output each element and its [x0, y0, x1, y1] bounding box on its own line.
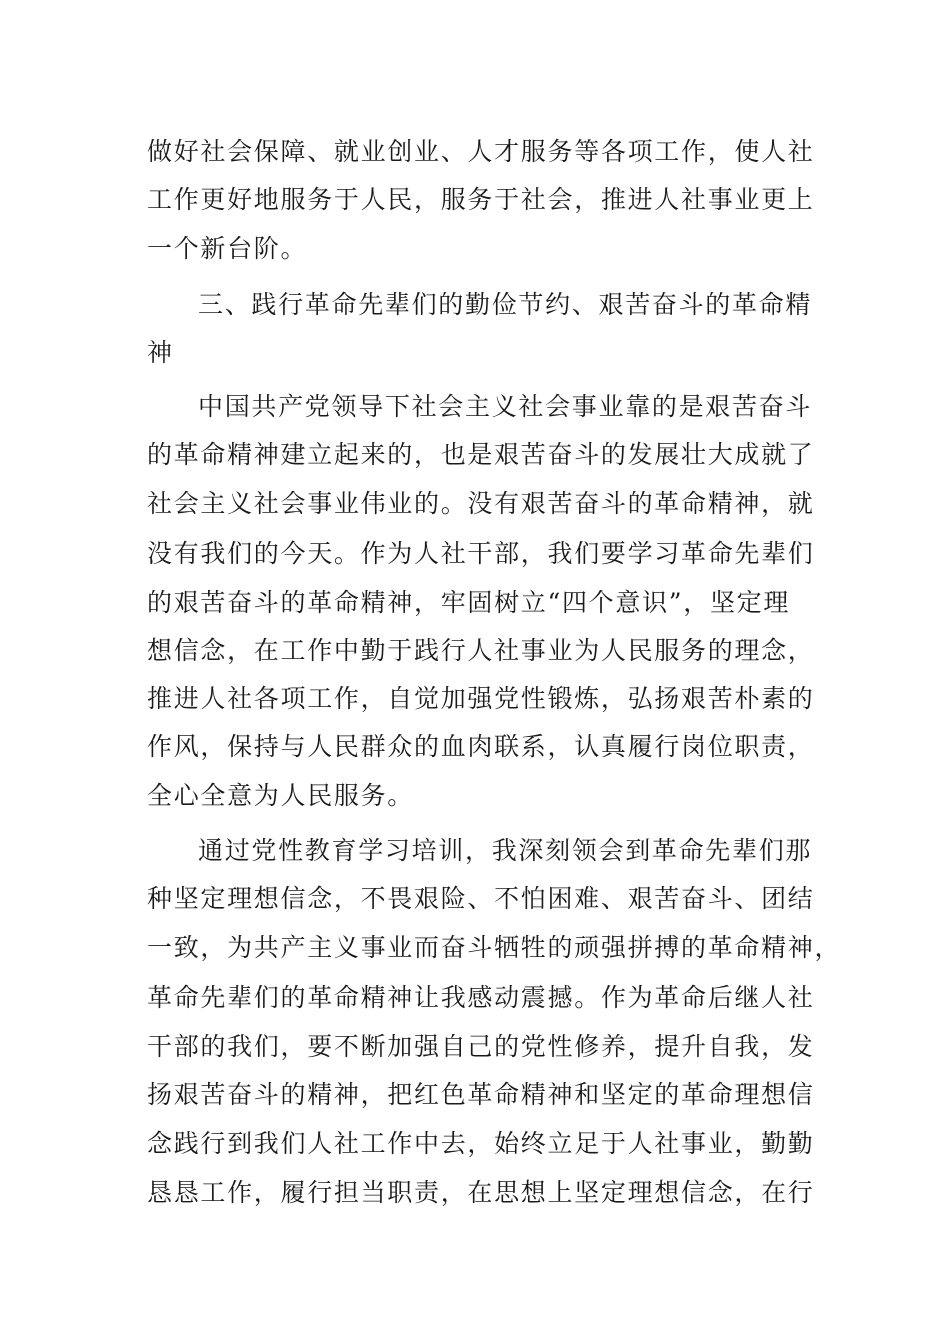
paragraph-line: 做好社会保障、就业创业、人才服务等各项工作，使人社	[147, 137, 815, 166]
paragraph-line: 的革命精神建立起来的，也是艰苦奋斗的发展壮大成就了	[147, 440, 815, 469]
paragraph-line: 种坚定理想信念，不畏艰险、不怕困难、艰苦奋斗、团结	[147, 884, 815, 913]
paragraph-line: 社会主义社会事业伟业的。没有艰苦奋斗的革命精神，就	[147, 489, 815, 518]
paragraph-line: 干部的我们，要不断加强自己的党性修养，提升自我，发	[147, 1032, 815, 1061]
paragraph-line: 全心全意为人民服务。	[147, 781, 415, 810]
paragraph-line: 革命先辈们的革命精神让我感动震撼。作为革命后继人社	[147, 983, 815, 1012]
section-heading-line: 神	[147, 338, 174, 367]
paragraph-line: 推进人社各项工作，自觉加强党性锻炼，弘扬艰苦朴素的	[147, 684, 815, 713]
paragraph-line: 一个新台阶。	[147, 234, 308, 263]
paragraph-line: 念践行到我们人社工作中去，始终立足于人社事业，勤勤	[147, 1129, 815, 1158]
paragraph-line: 的艰苦奋斗的革命精神，牢固树立“四个意识”，坚定理	[147, 588, 791, 617]
paragraph-line: 中国共产党领导下社会主义社会事业靠的是艰苦奋斗	[198, 392, 813, 421]
paragraph-line: 一致，为共产主义事业而奋斗牺牲的顽强拼搏的革命精神，	[147, 933, 842, 962]
paragraph-line: 恳恳工作，履行担当职责，在思想上坚定理想信念，在行	[147, 1178, 815, 1207]
section-heading-line: 三、践行革命先辈们的勤俭节约、艰苦奋斗的革命精	[198, 290, 813, 319]
paragraph-line: 想信念，在工作中勤于践行人社事业为人民服务的理念，	[147, 636, 815, 665]
paragraph-line: 没有我们的今天。作为人社干部，我们要学习革命先辈们	[147, 539, 815, 568]
paragraph-line: 作风，保持与人民群众的血肉联系，认真履行岗位职责，	[147, 732, 815, 761]
paragraph-line: 扬艰苦奋斗的精神，把红色革命精神和坚定的革命理想信	[147, 1080, 815, 1109]
paragraph-line: 工作更好地服务于人民，服务于社会，推进人社事业更上	[147, 185, 815, 214]
paragraph-line: 通过党性教育学习培训，我深刻领会到革命先辈们那	[198, 836, 813, 865]
